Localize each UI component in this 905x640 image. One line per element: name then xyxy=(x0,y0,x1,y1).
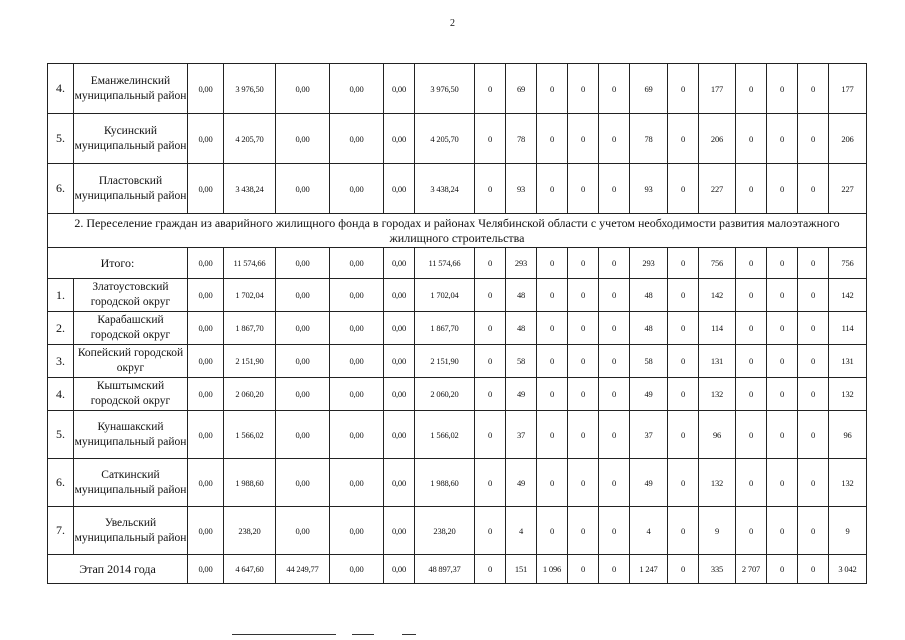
value-cell: 0,00 xyxy=(188,555,224,584)
municipality-name: Карабашский городской округ xyxy=(74,312,188,345)
value-cell: 0 xyxy=(798,312,829,345)
value-cell: 0,00 xyxy=(384,248,415,279)
table-row xyxy=(48,64,867,114)
value-cell: 0,00 xyxy=(188,312,224,345)
value-cell: 69 xyxy=(506,64,537,114)
value-cell: 0 xyxy=(767,164,798,214)
value-cell: 0 xyxy=(568,64,599,114)
page-number: 2 xyxy=(450,18,455,29)
value-cell: 3 976,50 xyxy=(415,64,475,114)
value-cell: 0,00 xyxy=(276,459,330,507)
table-row xyxy=(48,114,867,164)
value-cell: 0 xyxy=(568,248,599,279)
table-row xyxy=(48,279,867,312)
value-cell: 0 xyxy=(599,411,630,459)
value-cell: 0 xyxy=(599,345,630,378)
value-cell: 0,00 xyxy=(188,345,224,378)
value-cell: 0 xyxy=(537,345,568,378)
value-cell: 1 566,02 xyxy=(415,411,475,459)
value-cell: 131 xyxy=(699,345,736,378)
value-cell: 0 xyxy=(767,555,798,584)
row-number: 4. xyxy=(48,64,74,114)
value-cell: 0 xyxy=(568,411,599,459)
value-cell: 0 xyxy=(798,279,829,312)
value-cell: 3 042 xyxy=(829,555,867,584)
value-cell: 132 xyxy=(829,378,867,411)
value-cell: 9 xyxy=(699,507,736,555)
value-cell: 44 249,77 xyxy=(276,555,330,584)
value-cell: 0,00 xyxy=(276,64,330,114)
value-cell: 0 xyxy=(599,64,630,114)
value-cell: 0,00 xyxy=(188,279,224,312)
footer-marks xyxy=(0,634,905,640)
value-cell: 0 xyxy=(537,459,568,507)
value-cell: 756 xyxy=(829,248,867,279)
value-cell: 0 xyxy=(568,312,599,345)
value-cell: 0 xyxy=(668,378,699,411)
section-row xyxy=(48,214,867,248)
value-cell: 227 xyxy=(829,164,867,214)
value-cell: 0 xyxy=(668,312,699,345)
value-cell: 0,00 xyxy=(330,378,384,411)
value-cell: 0,00 xyxy=(276,345,330,378)
value-cell: 0 xyxy=(568,164,599,214)
value-cell: 0 xyxy=(668,507,699,555)
value-cell: 0 xyxy=(798,411,829,459)
value-cell: 0 xyxy=(537,279,568,312)
value-cell: 0 xyxy=(767,114,798,164)
value-cell: 0 xyxy=(568,507,599,555)
row-number: 6. xyxy=(48,164,74,214)
value-cell: 48 xyxy=(506,279,537,312)
value-cell: 9 xyxy=(829,507,867,555)
value-cell: 177 xyxy=(829,64,867,114)
value-cell: 0 xyxy=(736,164,767,214)
value-cell: 0 xyxy=(736,411,767,459)
value-cell: 37 xyxy=(506,411,537,459)
value-cell: 3 976,50 xyxy=(224,64,276,114)
value-cell: 0 xyxy=(475,555,506,584)
value-cell: 756 xyxy=(699,248,736,279)
value-cell: 238,20 xyxy=(415,507,475,555)
value-cell: 0,00 xyxy=(188,248,224,279)
value-cell: 0 xyxy=(798,345,829,378)
value-cell: 2 707 xyxy=(736,555,767,584)
value-cell: 0 xyxy=(798,64,829,114)
table-row xyxy=(48,459,867,507)
value-cell: 0 xyxy=(475,279,506,312)
municipality-name: Кусинский муниципальный район xyxy=(74,114,188,164)
value-cell: 293 xyxy=(506,248,537,279)
value-cell: 69 xyxy=(630,64,668,114)
value-cell: 1 566,02 xyxy=(224,411,276,459)
value-cell: 0 xyxy=(736,459,767,507)
value-cell: 0 xyxy=(668,555,699,584)
value-cell: 132 xyxy=(699,378,736,411)
value-cell: 0 xyxy=(599,459,630,507)
value-cell: 0,00 xyxy=(188,164,224,214)
row-number: 1. xyxy=(48,279,74,312)
value-cell: 49 xyxy=(506,459,537,507)
value-cell: 206 xyxy=(699,114,736,164)
value-cell: 78 xyxy=(630,114,668,164)
value-cell: 0 xyxy=(767,459,798,507)
value-cell: 0,00 xyxy=(330,555,384,584)
value-cell: 11 574,66 xyxy=(224,248,276,279)
value-cell: 177 xyxy=(699,64,736,114)
value-cell: 0 xyxy=(475,345,506,378)
value-cell: 0,00 xyxy=(384,64,415,114)
value-cell: 0 xyxy=(599,114,630,164)
value-cell: 96 xyxy=(829,411,867,459)
value-cell: 0 xyxy=(668,345,699,378)
value-cell: 78 xyxy=(506,114,537,164)
value-cell: 0 xyxy=(767,345,798,378)
value-cell: 48 xyxy=(630,312,668,345)
value-cell: 0 xyxy=(668,279,699,312)
value-cell: 0 xyxy=(537,248,568,279)
value-cell: 0,00 xyxy=(188,114,224,164)
value-cell: 2 060,20 xyxy=(224,378,276,411)
value-cell: 2 151,90 xyxy=(415,345,475,378)
value-cell: 0 xyxy=(599,312,630,345)
value-cell: 0 xyxy=(736,279,767,312)
municipality-name: Саткинский муниципальный район xyxy=(74,459,188,507)
value-cell: 3 438,24 xyxy=(415,164,475,214)
value-cell: 2 060,20 xyxy=(415,378,475,411)
value-cell: 0,00 xyxy=(276,114,330,164)
value-cell: 0,00 xyxy=(330,459,384,507)
value-cell: 0,00 xyxy=(188,411,224,459)
value-cell: 93 xyxy=(630,164,668,214)
value-cell: 0,00 xyxy=(330,411,384,459)
value-cell: 0 xyxy=(568,378,599,411)
value-cell: 0 xyxy=(767,64,798,114)
value-cell: 131 xyxy=(829,345,867,378)
stage-label: Этап 2014 года xyxy=(48,555,188,584)
value-cell: 293 xyxy=(630,248,668,279)
value-cell: 0 xyxy=(767,248,798,279)
value-cell: 0,00 xyxy=(276,507,330,555)
value-cell: 0,00 xyxy=(276,164,330,214)
value-cell: 1 988,60 xyxy=(415,459,475,507)
value-cell: 0 xyxy=(475,164,506,214)
value-cell: 0,00 xyxy=(330,248,384,279)
row-number: 4. xyxy=(48,378,74,411)
value-cell: 114 xyxy=(699,312,736,345)
value-cell: 0 xyxy=(537,114,568,164)
value-cell: 0,00 xyxy=(330,164,384,214)
value-cell: 0,00 xyxy=(384,114,415,164)
value-cell: 0,00 xyxy=(188,507,224,555)
value-cell: 0 xyxy=(767,279,798,312)
value-cell: 0 xyxy=(736,378,767,411)
stage-row xyxy=(48,555,867,584)
value-cell: 206 xyxy=(829,114,867,164)
value-cell: 1 247 xyxy=(630,555,668,584)
value-cell: 0,00 xyxy=(384,312,415,345)
value-cell: 0,00 xyxy=(384,279,415,312)
value-cell: 4 205,70 xyxy=(224,114,276,164)
value-cell: 0,00 xyxy=(330,312,384,345)
table-row xyxy=(48,378,867,411)
table-row xyxy=(48,312,867,345)
value-cell: 0 xyxy=(599,164,630,214)
value-cell: 1 867,70 xyxy=(415,312,475,345)
value-cell: 0 xyxy=(537,378,568,411)
value-cell: 58 xyxy=(506,345,537,378)
value-cell: 0 xyxy=(599,248,630,279)
value-cell: 4 xyxy=(630,507,668,555)
value-cell: 0 xyxy=(475,459,506,507)
value-cell: 96 xyxy=(699,411,736,459)
value-cell: 0 xyxy=(537,164,568,214)
value-cell: 0 xyxy=(537,312,568,345)
value-cell: 1 702,04 xyxy=(224,279,276,312)
value-cell: 151 xyxy=(506,555,537,584)
value-cell: 0 xyxy=(475,312,506,345)
value-cell: 0,00 xyxy=(384,507,415,555)
value-cell: 0 xyxy=(475,378,506,411)
value-cell: 0 xyxy=(568,459,599,507)
value-cell: 0 xyxy=(767,378,798,411)
value-cell: 0,00 xyxy=(384,378,415,411)
value-cell: 0 xyxy=(767,507,798,555)
value-cell: 0,00 xyxy=(188,378,224,411)
value-cell: 0 xyxy=(736,114,767,164)
value-cell: 2 151,90 xyxy=(224,345,276,378)
value-cell: 0 xyxy=(537,64,568,114)
value-cell: 58 xyxy=(630,345,668,378)
value-cell: 0 xyxy=(475,248,506,279)
value-cell: 0 xyxy=(736,507,767,555)
value-cell: 0 xyxy=(736,248,767,279)
value-cell: 1 096 xyxy=(537,555,568,584)
row-number: 3. xyxy=(48,345,74,378)
value-cell: 132 xyxy=(699,459,736,507)
value-cell: 0 xyxy=(798,248,829,279)
value-cell: 0 xyxy=(767,411,798,459)
value-cell: 0,00 xyxy=(330,64,384,114)
value-cell: 0 xyxy=(599,507,630,555)
value-cell: 0,00 xyxy=(384,459,415,507)
value-cell: 0,00 xyxy=(276,248,330,279)
value-cell: 3 438,24 xyxy=(224,164,276,214)
municipality-name: Кунашакский муниципальный район xyxy=(74,411,188,459)
value-cell: 1 702,04 xyxy=(415,279,475,312)
value-cell: 0,00 xyxy=(330,507,384,555)
value-cell: 49 xyxy=(630,459,668,507)
value-cell: 0 xyxy=(568,555,599,584)
value-cell: 0 xyxy=(668,164,699,214)
value-cell: 37 xyxy=(630,411,668,459)
value-cell: 142 xyxy=(829,279,867,312)
value-cell: 0 xyxy=(668,114,699,164)
value-cell: 0,00 xyxy=(330,279,384,312)
row-number: 2. xyxy=(48,312,74,345)
value-cell: 0 xyxy=(798,459,829,507)
value-cell: 0,00 xyxy=(384,345,415,378)
value-cell: 0 xyxy=(475,507,506,555)
value-cell: 0 xyxy=(767,312,798,345)
municipality-name: Златоустовский городской округ xyxy=(74,279,188,312)
resettlement-table xyxy=(47,63,867,584)
row-number: 6. xyxy=(48,459,74,507)
value-cell: 0 xyxy=(599,555,630,584)
value-cell: 0 xyxy=(475,64,506,114)
value-cell: 0,00 xyxy=(276,378,330,411)
value-cell: 0 xyxy=(568,345,599,378)
value-cell: 48 897,37 xyxy=(415,555,475,584)
value-cell: 0,00 xyxy=(188,64,224,114)
value-cell: 227 xyxy=(699,164,736,214)
value-cell: 0 xyxy=(798,164,829,214)
table-row xyxy=(48,507,867,555)
value-cell: 49 xyxy=(506,378,537,411)
value-cell: 0 xyxy=(568,279,599,312)
row-number: 5. xyxy=(48,411,74,459)
total-label: Итого: xyxy=(48,248,188,279)
value-cell: 4 xyxy=(506,507,537,555)
row-number: 7. xyxy=(48,507,74,555)
value-cell: 0 xyxy=(798,555,829,584)
value-cell: 48 xyxy=(506,312,537,345)
value-cell: 132 xyxy=(829,459,867,507)
value-cell: 0 xyxy=(668,64,699,114)
value-cell: 0 xyxy=(537,411,568,459)
value-cell: 11 574,66 xyxy=(415,248,475,279)
value-cell: 0 xyxy=(568,114,599,164)
value-cell: 0,00 xyxy=(384,164,415,214)
value-cell: 0,00 xyxy=(276,279,330,312)
value-cell: 0 xyxy=(475,411,506,459)
table-row xyxy=(48,345,867,378)
table-row xyxy=(48,411,867,459)
value-cell: 1 988,60 xyxy=(224,459,276,507)
total-row xyxy=(48,248,867,279)
value-cell: 93 xyxy=(506,164,537,214)
value-cell: 0,00 xyxy=(330,345,384,378)
value-cell: 0 xyxy=(798,507,829,555)
table-row xyxy=(48,164,867,214)
value-cell: 335 xyxy=(699,555,736,584)
value-cell: 0,00 xyxy=(384,555,415,584)
value-cell: 0 xyxy=(668,248,699,279)
value-cell: 4 647,60 xyxy=(224,555,276,584)
value-cell: 0 xyxy=(475,114,506,164)
value-cell: 0,00 xyxy=(330,114,384,164)
value-cell: 0 xyxy=(798,378,829,411)
value-cell: 49 xyxy=(630,378,668,411)
value-cell: 0,00 xyxy=(276,411,330,459)
value-cell: 0 xyxy=(599,378,630,411)
value-cell: 0 xyxy=(537,507,568,555)
value-cell: 0 xyxy=(599,279,630,312)
value-cell: 238,20 xyxy=(224,507,276,555)
value-cell: 114 xyxy=(829,312,867,345)
municipality-name: Копейский городской округ xyxy=(74,345,188,378)
value-cell: 142 xyxy=(699,279,736,312)
municipality-name: Кыштымский городской округ xyxy=(74,378,188,411)
municipality-name: Увельский муниципальный район xyxy=(74,507,188,555)
value-cell: 0 xyxy=(736,345,767,378)
row-number: 5. xyxy=(48,114,74,164)
value-cell: 0,00 xyxy=(276,312,330,345)
value-cell: 0 xyxy=(736,312,767,345)
value-cell: 0,00 xyxy=(188,459,224,507)
municipality-name: Еманжелинский муниципальный район xyxy=(74,64,188,114)
value-cell: 0 xyxy=(668,411,699,459)
value-cell: 4 205,70 xyxy=(415,114,475,164)
municipality-name: Пластовский муниципальный район xyxy=(74,164,188,214)
value-cell: 0,00 xyxy=(384,411,415,459)
section-title: 2. Переселение граждан из аварийного жилищного фонда в городах и районах Челябинской области с учетом необходимости развития малоэтажного жилищного строительства xyxy=(48,214,867,248)
value-cell: 0 xyxy=(668,459,699,507)
value-cell: 0 xyxy=(798,114,829,164)
value-cell: 0 xyxy=(736,64,767,114)
value-cell: 1 867,70 xyxy=(224,312,276,345)
value-cell: 48 xyxy=(630,279,668,312)
